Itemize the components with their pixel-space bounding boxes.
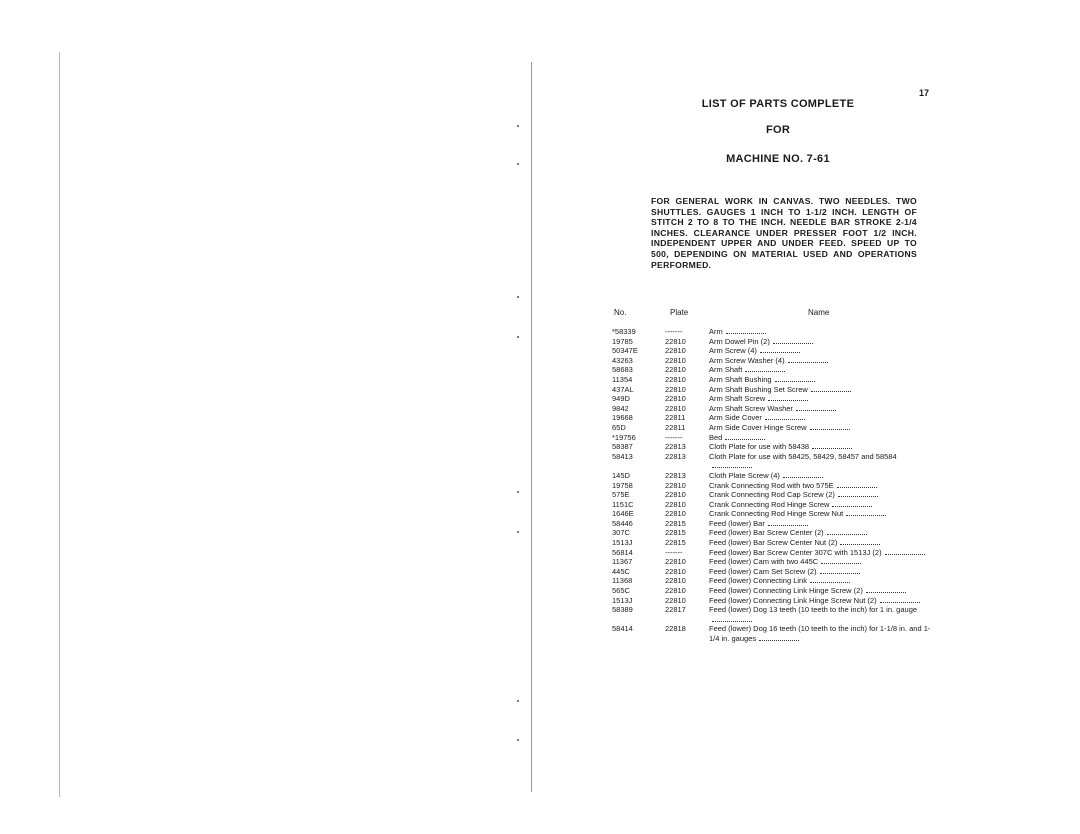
dot-leader <box>810 577 850 583</box>
binding-mark <box>517 125 519 127</box>
part-name-cell <box>709 423 934 433</box>
dot-leader <box>759 635 799 641</box>
plate-number: 22810 <box>665 374 686 384</box>
dot-leader <box>832 501 872 507</box>
dot-leader <box>725 434 765 440</box>
table-row <box>612 365 934 375</box>
part-number: *58339 <box>612 327 636 336</box>
part-name-cell <box>709 500 934 510</box>
part-name-cell <box>709 365 934 375</box>
scan-edge-line-left <box>59 52 60 797</box>
part-number: 11367 <box>612 557 633 567</box>
dot-leader <box>745 366 785 372</box>
table-row <box>612 337 934 347</box>
part-number: 445C <box>612 566 630 576</box>
plate-number: ------- <box>665 547 683 557</box>
part-name-cell <box>709 442 934 452</box>
binding-mark <box>517 336 519 338</box>
dot-leader <box>820 568 860 574</box>
part-name: Feed (lower) Connecting Link <box>709 576 807 586</box>
plate-number: 22815 <box>665 528 686 538</box>
part-name-cell <box>709 576 934 586</box>
plate-number: 22810 <box>665 394 686 404</box>
table-row <box>612 557 934 567</box>
dot-leader <box>810 424 850 430</box>
part-number: 11354 <box>612 374 633 384</box>
table-row <box>612 442 934 452</box>
part-name: Feed (lower) Bar Screw Center 307C with 1513J (2) <box>709 547 882 557</box>
part-name: Crank Connecting Rod with two 575E <box>709 480 834 490</box>
table-row <box>612 509 934 519</box>
dot-leader <box>821 558 861 564</box>
dot-leader <box>885 549 925 555</box>
part-number: 19668 <box>612 413 633 423</box>
plate-number: 22813 <box>665 451 686 461</box>
part-name-cell <box>709 490 934 500</box>
column-header-name: Name <box>808 308 830 317</box>
table-row <box>612 538 934 548</box>
dot-leader <box>827 529 867 535</box>
part-name-cell <box>709 327 934 337</box>
plate-number: 22818 <box>665 624 686 634</box>
page-number: 17 <box>919 88 930 98</box>
table-row <box>612 605 934 624</box>
part-name-cell <box>709 337 934 347</box>
table-row <box>612 346 934 356</box>
dot-leader <box>796 405 836 411</box>
table-row <box>612 576 934 586</box>
table-row <box>612 596 934 606</box>
binding-mark <box>517 531 519 533</box>
part-number: 50347E <box>612 346 638 356</box>
table-row <box>612 394 934 404</box>
dot-leader <box>760 347 800 353</box>
table-row <box>612 404 934 414</box>
part-name: Arm Screw Washer (4) <box>709 355 785 365</box>
part-name: Arm Side Cover Hinge Screw <box>709 422 807 432</box>
part-number: 9842 <box>612 403 629 413</box>
part-name: Feed (lower) Connecting Link Hinge Screw (2) <box>709 586 863 596</box>
table-row <box>612 452 934 471</box>
part-number: 19785 <box>612 336 633 346</box>
plate-number: ------- <box>665 327 683 336</box>
part-name-cell <box>709 548 934 558</box>
dot-leader <box>846 510 886 516</box>
binding-mark <box>517 296 519 298</box>
part-name: Arm Dowel Pin (2) <box>709 336 770 346</box>
part-name: Feed (lower) Bar <box>709 518 765 528</box>
dot-leader <box>768 520 808 526</box>
binding-mark <box>517 491 519 493</box>
part-name-cell <box>709 452 934 471</box>
dot-leader <box>788 357 828 363</box>
part-number: 1513J <box>612 538 633 548</box>
part-name-cell <box>709 519 934 529</box>
table-row <box>612 548 934 558</box>
plate-number: 22810 <box>665 509 686 519</box>
dot-leader <box>838 491 878 497</box>
part-number: 56814 <box>612 547 633 557</box>
machine-title: MACHINE NO. 7-61 <box>726 153 830 165</box>
plate-number: 22817 <box>665 605 686 615</box>
part-name-cell <box>709 596 934 606</box>
part-name-cell <box>709 481 934 491</box>
plate-number: 22810 <box>665 586 686 596</box>
plate-number: 22810 <box>665 499 686 509</box>
table-row <box>612 528 934 538</box>
table-row <box>612 490 934 500</box>
part-number: 11368 <box>612 576 633 586</box>
part-name-cell <box>709 356 934 366</box>
part-number: 19758 <box>612 480 633 490</box>
part-name: Arm Screw (4) <box>709 346 757 356</box>
plate-number: 22810 <box>665 365 686 375</box>
part-name: Arm Side Cover <box>709 413 762 423</box>
plate-number: 22810 <box>665 566 686 576</box>
part-number: 575E <box>612 490 630 500</box>
part-name: Arm <box>709 327 723 336</box>
part-name-cell <box>709 385 934 395</box>
part-name-cell <box>709 586 934 596</box>
part-name-cell <box>709 433 934 443</box>
table-row <box>612 500 934 510</box>
part-name-cell <box>709 557 934 567</box>
table-row <box>612 481 934 491</box>
dot-leader <box>765 414 805 420</box>
page-title-for: FOR <box>765 124 791 136</box>
plate-number: 22811 <box>665 422 686 432</box>
dot-leader <box>840 539 880 545</box>
plate-number: 22811 <box>665 413 686 423</box>
binding-mark <box>517 700 519 702</box>
table-row <box>612 385 934 395</box>
table-row <box>612 567 934 577</box>
part-name: Arm Shaft Bushing <box>709 374 772 384</box>
part-number: 58683 <box>612 365 633 375</box>
part-name: Feed (lower) Dog 16 teeth (10 teeth to the inch) for 1-1/8 in. and 1-1/4 in. gauges <box>709 624 931 643</box>
plate-number: 22810 <box>665 346 686 356</box>
part-name-cell <box>709 471 934 481</box>
column-header-no: No. <box>614 308 627 317</box>
table-row <box>612 423 934 433</box>
plate-number: 22813 <box>665 442 686 452</box>
part-name: Crank Connecting Rod Hinge Screw <box>709 499 830 509</box>
machine-description: FOR GENERAL WORK IN CANVAS. TWO NEEDLES. TWO SHUTTLES. GAUGES 1 INCH TO 1-1/2 INCH. LENGTH OF STITCH 2 TO 8 TO THE INCH. NEEDLE BAR STROKE 2-1/4 INCHES. CLEARANCE UNDER PRESSER FOOT 1/2 INCH. INDEPENDENT UPPER AND UNDER FEED. SPEED UP TO 500, DEPENDING ON MATERIAL USED AND OPERATIONS PERFORMED. <box>651 196 917 270</box>
column-header-plate: Plate <box>670 308 689 317</box>
part-name: Feed (lower) Connecting Link Hinge Screw Nut (2) <box>709 595 877 605</box>
part-name: Cloth Plate Screw (4) <box>709 470 780 480</box>
plate-number: 22810 <box>665 403 686 413</box>
dot-leader <box>812 443 852 449</box>
part-name: Cloth Plate for use with 58425, 58429, 58457 and 58584 <box>709 451 897 461</box>
binding-mark <box>517 163 519 165</box>
part-name-cell <box>709 509 934 519</box>
part-name-cell <box>709 413 934 423</box>
dot-leader <box>768 395 808 401</box>
page-title: LIST OF PARTS COMPLETE <box>701 98 855 110</box>
plate-number: 22815 <box>665 518 686 528</box>
part-name: Cloth Plate for use with 58438 <box>709 442 810 452</box>
part-number: 307C <box>612 528 630 538</box>
dot-leader <box>712 462 752 468</box>
plate-number: ------- <box>665 432 683 442</box>
part-number: 58389 <box>612 605 633 615</box>
part-name-cell <box>709 605 934 624</box>
part-name: Feed (lower) Bar Screw Center Nut (2) <box>709 538 838 548</box>
part-name: Arm Shaft <box>709 365 743 375</box>
table-row <box>612 471 934 481</box>
table-row <box>612 327 934 337</box>
dot-leader <box>837 482 877 488</box>
table-row <box>612 356 934 366</box>
part-name: Crank Connecting Rod Hinge Screw Nut <box>709 509 844 519</box>
part-number: 949D <box>612 394 630 404</box>
dot-leader <box>880 597 920 603</box>
plate-number: 22813 <box>665 470 686 480</box>
part-name-cell <box>709 528 934 538</box>
part-name: Feed (lower) Cam Set Screw (2) <box>709 566 817 576</box>
part-number: 65D <box>612 422 626 432</box>
plate-number: 22810 <box>665 355 686 365</box>
part-number: 58413 <box>612 451 633 461</box>
part-name: Bed <box>709 432 723 442</box>
part-name: Arm Shaft Bushing Set Screw <box>709 384 808 394</box>
part-name-cell <box>709 394 934 404</box>
parts-table-body <box>612 327 934 644</box>
dot-leader <box>866 587 906 593</box>
table-row <box>612 586 934 596</box>
part-number: 437AL <box>612 384 634 394</box>
parts-table <box>612 327 934 644</box>
part-number: 1151C <box>612 499 634 509</box>
dot-leader <box>712 616 752 622</box>
part-number: 145D <box>612 470 630 480</box>
plate-number: 22810 <box>665 576 686 586</box>
part-name-cell <box>709 375 934 385</box>
part-name-cell <box>709 346 934 356</box>
dot-leader <box>811 386 851 392</box>
dot-leader <box>783 472 823 478</box>
dot-leader <box>775 376 815 382</box>
plate-number: 22815 <box>665 538 686 548</box>
dot-leader <box>773 338 813 344</box>
table-row <box>612 375 934 385</box>
part-number: 565C <box>612 586 630 596</box>
part-name-cell <box>709 404 934 414</box>
plate-number: 22810 <box>665 557 686 567</box>
plate-number: 22810 <box>665 595 686 605</box>
plate-number: 22810 <box>665 490 686 500</box>
part-number: 1646E <box>612 509 634 519</box>
part-name: Arm Shaft Screw Washer <box>709 403 793 413</box>
part-name-cell <box>709 567 934 577</box>
binding-mark <box>517 739 519 741</box>
part-name: Arm Shaft Screw <box>709 394 766 404</box>
table-row <box>612 413 934 423</box>
part-number: 58387 <box>612 442 633 452</box>
table-row <box>612 519 934 529</box>
part-number: 58446 <box>612 518 633 528</box>
part-name-cell <box>709 538 934 548</box>
table-row <box>612 433 934 443</box>
part-number: 1513J <box>612 595 633 605</box>
table-row <box>612 624 934 643</box>
part-name: Feed (lower) Cam with two 445C <box>709 557 819 567</box>
plate-number: 22810 <box>665 384 686 394</box>
plate-number: 22810 <box>665 336 686 346</box>
plate-number: 22810 <box>665 480 686 490</box>
part-name-cell <box>709 624 934 643</box>
dot-leader <box>726 328 766 334</box>
part-number: *19756 <box>612 432 636 442</box>
part-name: Feed (lower) Dog 13 teeth (10 teeth to the inch) for 1 in. gauge <box>709 605 918 615</box>
part-name: Crank Connecting Rod Cap Screw (2) <box>709 490 835 500</box>
part-number: 58414 <box>612 624 633 634</box>
part-name: Feed (lower) Bar Screw Center (2) <box>709 528 824 538</box>
part-number: 43263 <box>612 355 633 365</box>
scan-gutter-line <box>531 62 532 792</box>
